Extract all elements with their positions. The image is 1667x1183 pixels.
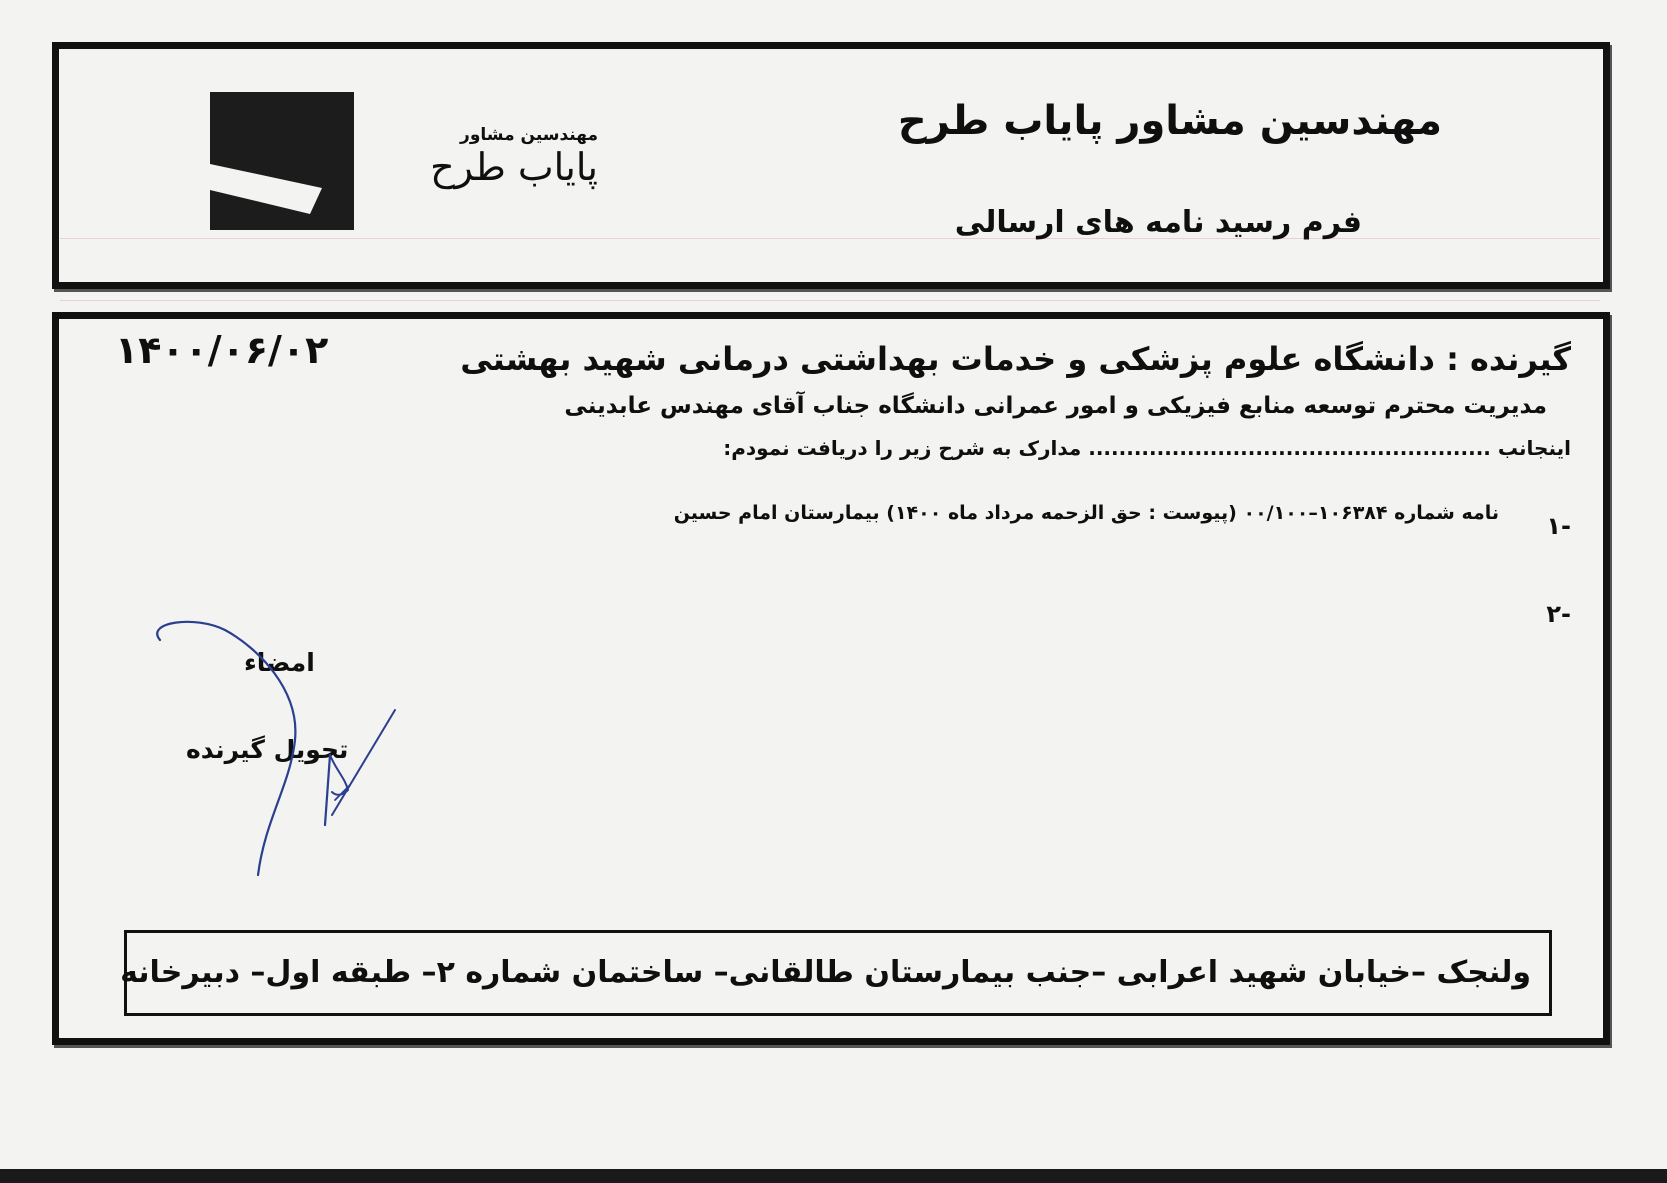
office-address: ولنجک –خیابان شهید اعرابی –جنب بیمارستان طالقانی– ساختمان شماره ۲– طبقه اول– دبیرخانه (120, 955, 1531, 990)
logo-subtitle: مهندسین مشاور (460, 125, 598, 145)
item-number: -۲ (1546, 600, 1571, 628)
delivery-recipient-label: تحویل گیرنده (186, 735, 349, 764)
document-date: ۱۴۰۰/۰۶/۰۲ (115, 328, 329, 372)
logo-wordmark: پایاب طرح (430, 145, 598, 189)
signature-label: امضاء (244, 648, 315, 677)
scan-border (0, 1169, 1667, 1183)
item-number: -۱ (1546, 512, 1571, 540)
item-description: نامه شماره ۱۰۶۳۸۴–۰۰/۱۰۰ (پیوست : حق الزحمه مرداد ماه ۱۴۰۰) بیمارستان امام حسین (673, 502, 1499, 524)
recipient-line: گیرنده : دانشگاه علوم پزشکی و خدمات بهداشتی درمانی شهید بهشتی (460, 340, 1571, 378)
form-title: فرم رسید نامه های ارسالی (954, 205, 1362, 240)
addressee-line: مدیریت محترم توسعه منابع فیزیکی و امور عمرانی دانشگاه جناب آقای مهندس عابدینی (564, 393, 1547, 419)
company-title: مهندسین مشاور پایاب طرح (897, 98, 1442, 144)
address-box (120, 930, 1552, 1016)
paper-rule-line (60, 300, 1600, 301)
receipt-statement: اینجانب ..................................................... مدارک به شرح زیر را دریافت نمودم: (723, 436, 1571, 460)
company-logo-icon (210, 92, 354, 230)
handwritten-signature (140, 620, 440, 880)
